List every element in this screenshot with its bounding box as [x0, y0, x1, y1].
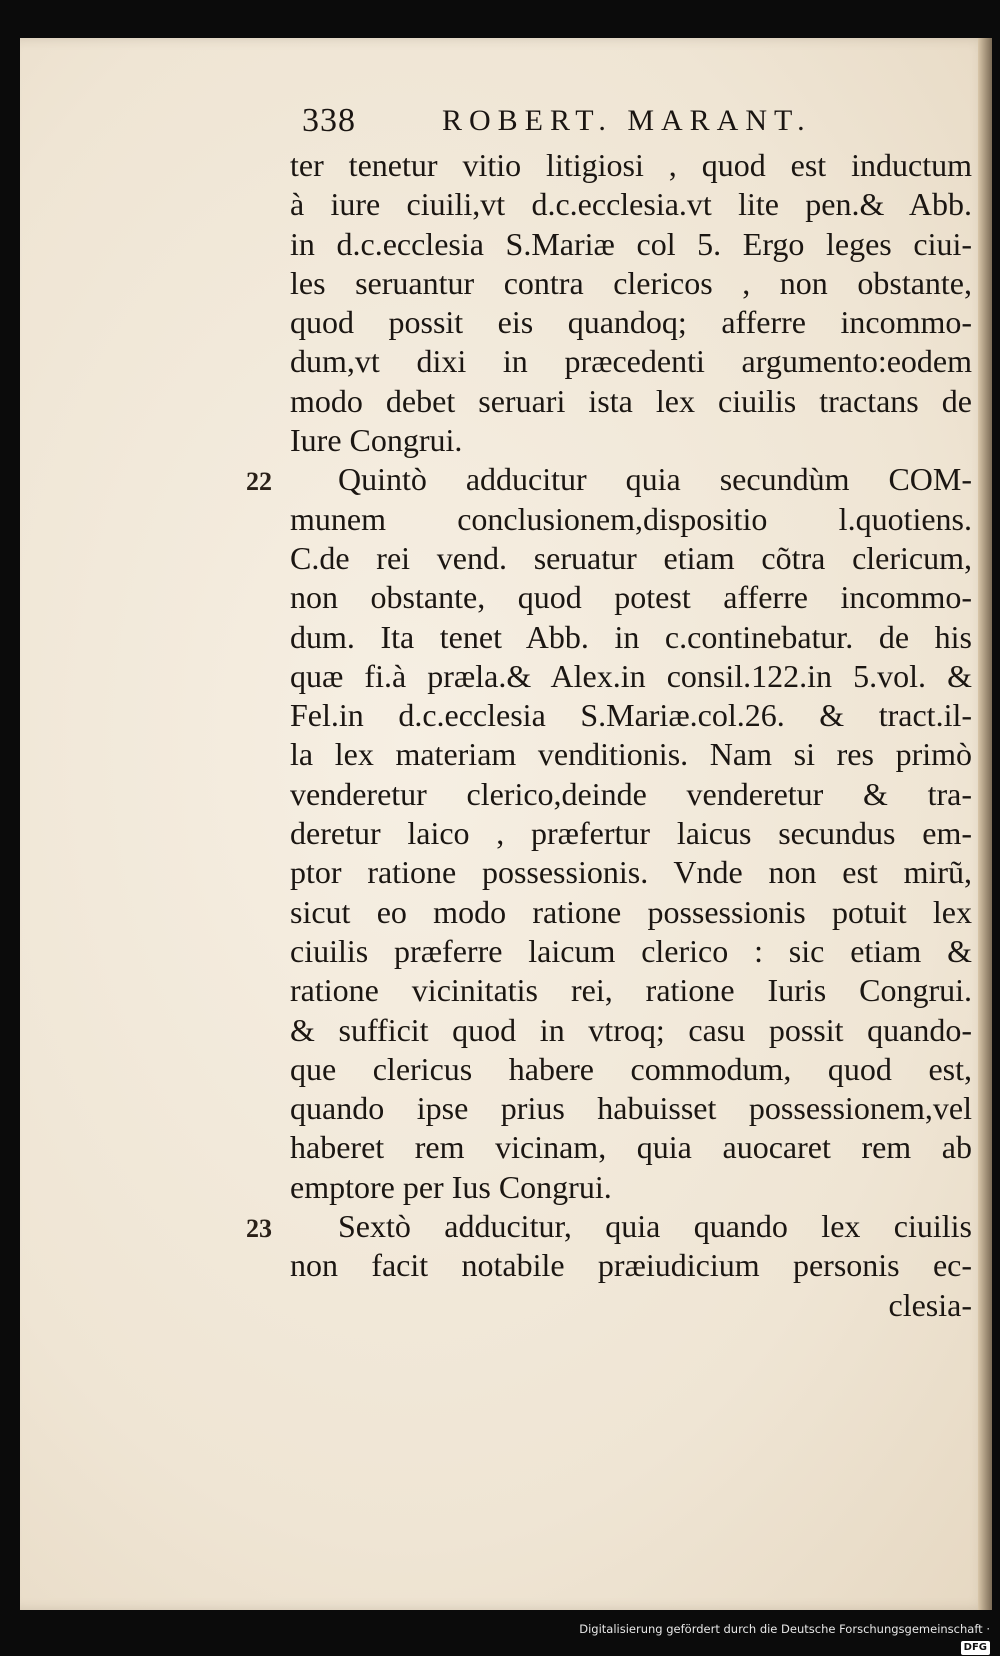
text-line: quæ fi.à præla.& Alex.in consil.122.in 5.vol. & — [290, 657, 972, 694]
text-line: C.de rei vend. seruatur etiam cõtra clericum, — [290, 539, 972, 576]
catchword: clesia- — [888, 1286, 972, 1323]
text-line: in d.c.ecclesia S.Mariæ col 5. Ergo leges ciui- — [290, 225, 972, 262]
text-line: haberet rem vicinam, quia auocaret rem ab — [290, 1129, 972, 1166]
text-line: non facit notabile præiudicium personis ec- — [290, 1247, 972, 1284]
text-line: deretur laico , præfertur laicus secundus em- — [290, 815, 972, 852]
running-head: ROBERT. MARANT. — [442, 104, 812, 137]
marginal-number: 22 — [246, 467, 272, 497]
text-line: dum. Ita tenet Abb. in c.continebatur. de his — [290, 618, 972, 655]
text-line: emptore per Ius Congrui. — [290, 1168, 612, 1205]
text-line: les seruantur contra clericos , non obstante, — [290, 264, 972, 301]
text-line: Iure Congrui. — [290, 422, 463, 459]
text-line — [246, 460, 972, 499]
text-line: ratione vicinitatis rei, ratione Iuris Congrui. — [290, 972, 972, 1009]
text-line: la lex materiam venditionis. Nam si res primò — [290, 736, 972, 773]
paragraph-start: Quintò adducitur quia secundùm COM- — [338, 461, 972, 498]
text-line — [246, 1207, 972, 1246]
text-line: munem conclusionem,dispositio l.quotiens. — [290, 500, 972, 537]
text-line: ptor ratione possessionis. Vnde non est mirũ, — [290, 854, 972, 891]
body-text — [246, 146, 972, 1325]
folio-number: 338 — [302, 102, 356, 139]
text-line: sicut eo modo ratione possessionis potuit lex — [290, 893, 972, 930]
text-line: dum,vt dixi in præcedenti argumento:eodem — [290, 343, 972, 380]
text-line: ter tenetur vitio litigiosi , quod est inductum — [290, 147, 972, 183]
text-line: venderetur clerico,deinde venderetur & tra- — [290, 775, 972, 812]
digitization-credit — [560, 1620, 990, 1653]
text-line: modo debet seruari ista lex ciuilis tractans de — [290, 382, 972, 419]
dfg-logo: DFG — [961, 1641, 990, 1655]
text-line: quod possit eis quandoq; afferre incommo- — [290, 304, 972, 341]
credit-text: Digitalisierung gefördert durch die Deutsche Forschungsgemeinschaft · — [579, 1622, 990, 1636]
text-line: & sufficit quod in vtroq; casu possit quando- — [290, 1011, 972, 1048]
book-page — [20, 38, 992, 1610]
marginal-number: 23 — [246, 1214, 272, 1244]
text-line: non obstante, quod potest afferre incommo- — [290, 579, 972, 616]
text-line: Fel.in d.c.ecclesia S.Mariæ.col.26. & tract.il- — [290, 697, 972, 734]
text-line: que clericus habere commodum, quod est, — [290, 1050, 972, 1087]
page-gutter-shadow — [978, 38, 992, 1610]
paragraph-start: Sextò adducitur, quia quando lex ciuilis — [338, 1208, 972, 1245]
text-line: à iure ciuili,vt d.c.ecclesia.vt lite pen.& Abb. — [290, 186, 972, 223]
text-line: quando ipse prius habuisset possessionem,vel — [290, 1090, 972, 1127]
text-line: ciuilis præferre laicum clerico : sic etiam & — [290, 932, 972, 969]
